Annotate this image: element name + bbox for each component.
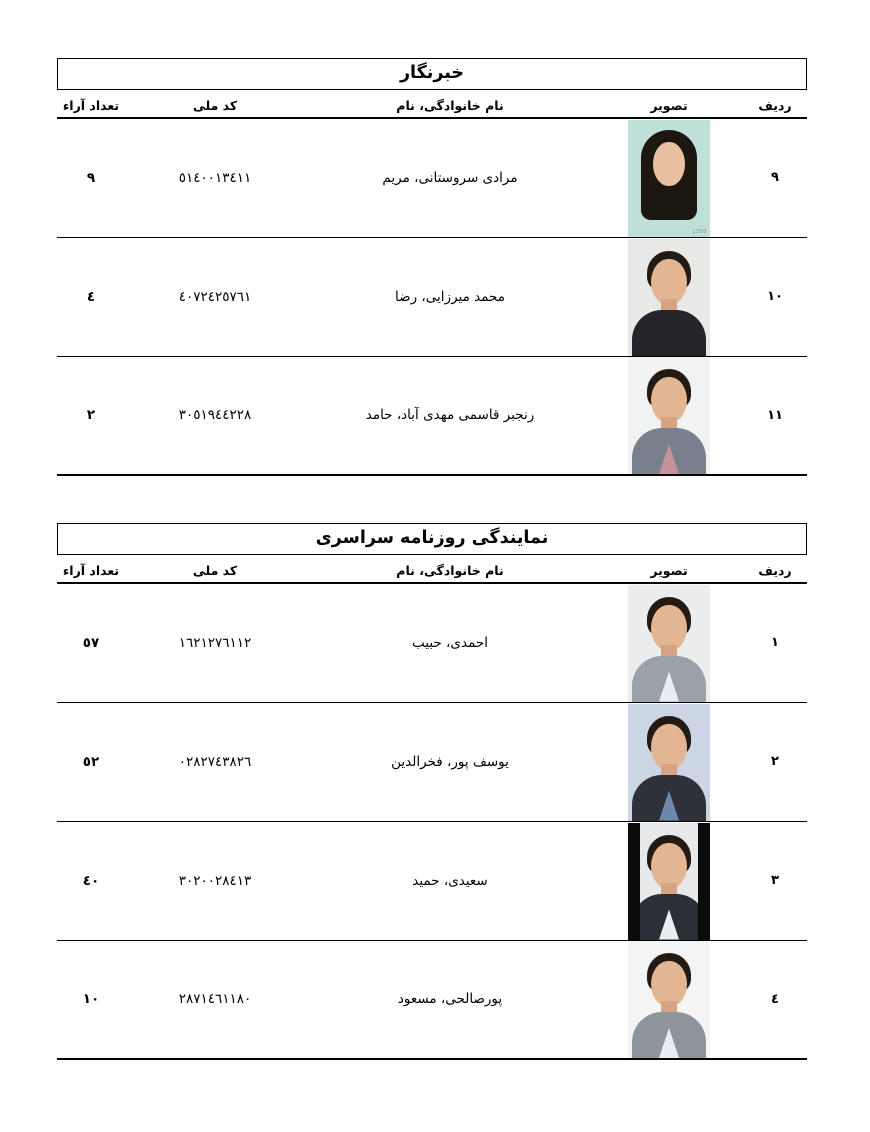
table-row [57,703,807,822]
portrait-photo [628,823,710,940]
column-header-photo: تصویر [650,97,688,113]
cell-photo [595,822,743,941]
column-header-name: نام خانوادگی، نام [396,562,504,578]
cell-photo [595,356,743,475]
table-row [57,119,807,238]
cell-national-code: ٣٠٥١٩٤٤٢٢٨ [178,407,252,424]
cell-photo [595,584,743,703]
column-header-row [57,555,807,584]
cell-name: مرادی سروستانی، مریم [382,169,518,186]
cell-national-code: ٢٨٧١٤٦١١٨٠ [178,991,252,1008]
table-block-khabarnegar [57,58,807,476]
cell-votes: ٥٢ [82,753,100,770]
portrait-photo [628,120,710,237]
cell-national-code: ٠٢٨٢٧٤٣٨٢٦ [178,753,252,770]
cell-radif: ٣ [771,873,779,889]
cell-national-code: ٣٠٢٠٠٢٨٤١٣ [178,872,252,889]
cell-votes: ٥٧ [82,634,100,651]
cell-photo [595,703,743,822]
column-header-national-code: کد ملی [192,562,238,578]
cell-radif: ٢ [771,754,779,770]
table-block-namayandegi [57,523,807,1060]
table-row [57,584,807,703]
table-row [57,941,807,1060]
cell-radif: ٤ [771,991,779,1007]
photo-black-bar-right [698,823,710,940]
cell-national-code: ٥١٤٠٠١٣٤١١ [178,169,252,186]
cell-name: رنجبر قاسمی مهدی آباد، حامد [365,407,535,424]
portrait-photo [628,941,710,1058]
portrait-photo [628,585,710,702]
table-row [57,238,807,357]
cell-votes: ٤ [86,288,96,305]
table-title: نمایندگی روزنامه سراسری [315,528,549,549]
table-title: خبرنگار [399,63,465,84]
cell-name: پورصالحی، مسعود [397,991,503,1008]
column-header-radif: ردیف [758,562,792,578]
cell-name: یوسف پور، فخرالدین [391,753,509,770]
cell-radif: ١ [771,635,779,651]
column-header-national-code: کد ملی [192,97,238,113]
cell-name: سعیدی، حمید [412,872,488,889]
cell-photo [595,119,743,238]
column-header-row [57,90,807,119]
column-header-votes: تعداد آراء [62,562,120,578]
cell-name: احمدی، حبیب [412,634,488,651]
column-header-photo: تصویر [650,562,688,578]
column-header-radif: ردیف [758,97,792,113]
cell-votes: ٩ [86,169,96,186]
photo-black-bar-left [628,823,640,940]
cell-radif: ١١ [767,407,783,423]
column-header-name: نام خانوادگی، نام [396,97,504,113]
cell-votes: ١٠ [82,991,100,1008]
cell-national-code: ٤٠٧٢٤٢٥٧٦١ [178,288,252,305]
cell-photo [595,940,743,1059]
cell-name: محمد میرزایی، رضا [395,288,505,305]
cell-radif: ٩ [771,170,779,186]
cell-national-code: ١٦٢١٢٧٦١١٢ [178,634,252,651]
table-title-box [57,58,807,90]
cell-votes: ٤٠ [82,872,100,889]
face-shape [653,142,685,186]
portrait-photo [628,239,710,356]
column-header-votes: تعداد آراء [62,97,120,113]
torso-shape [632,310,706,356]
cell-radif: ١٠ [767,289,783,305]
portrait-photo [628,357,710,474]
table-title-box [57,523,807,555]
portrait-photo [628,704,710,821]
cell-votes: ٢ [86,407,96,424]
cell-photo [595,238,743,357]
table-row [57,357,807,476]
photo-stamp: 1350 [692,228,707,235]
table-row [57,822,807,941]
